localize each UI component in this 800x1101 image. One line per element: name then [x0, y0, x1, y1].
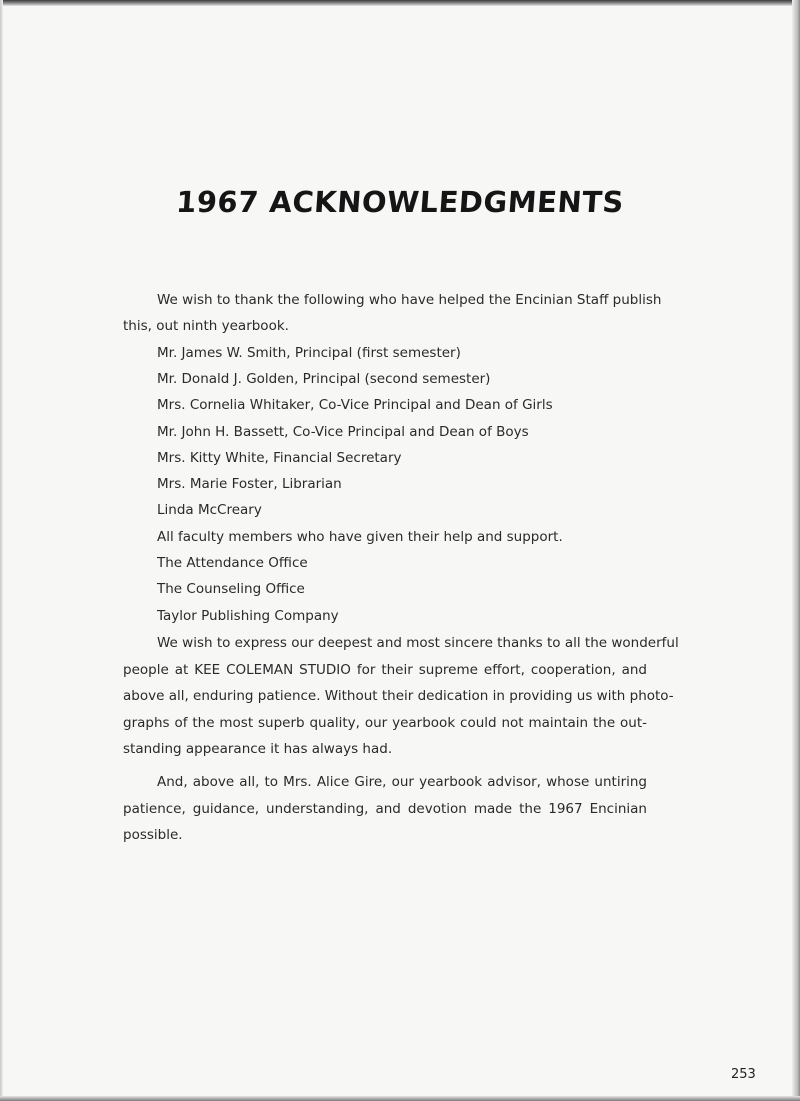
intro-line-1: We wish to thank the following who have helped the Encinian Staff publish	[157, 292, 662, 308]
acknowledged-item: Taylor Publishing Company	[157, 608, 339, 624]
acknowledged-item: Mr. Donald J. Golden, Principal (second semester)	[157, 371, 491, 387]
acknowledged-item: Mrs. Cornelia Whitaker, Co-Vice Principal and Dean of Girls	[157, 397, 553, 413]
page-title: 1967 ACKNOWLEDGMENTS	[174, 185, 626, 219]
acknowledged-item: Linda McCreary	[157, 502, 262, 518]
studio-paragraph-line: standing appearance it has always had.	[123, 741, 393, 757]
acknowledged-item: Mrs. Kitty White, Financial Secretary	[157, 450, 402, 466]
advisor-paragraph-line: patience, guidance, understanding, and devotion made the 1967 Encinian	[123, 801, 647, 817]
page-number: 253	[731, 1067, 756, 1082]
studio-paragraph-line: graphs of the most superb quality, our yearbook could not maintain the out-	[123, 715, 647, 731]
page-right-edge	[792, 0, 800, 1101]
studio-paragraph-line: above all, enduring patience. Without their dedication in providing us with photo-	[123, 688, 674, 704]
acknowledged-item: The Counseling Office	[157, 581, 305, 597]
acknowledged-item: Mr. James W. Smith, Principal (first semester)	[157, 345, 461, 361]
acknowledged-item: Mr. John H. Bassett, Co-Vice Principal and Dean of Boys	[157, 424, 529, 440]
advisor-paragraph-line: And, above all, to Mrs. Alice Gire, our yearbook advisor, whose untiring	[157, 774, 647, 790]
page-left-edge	[0, 0, 3, 1101]
page-top-edge	[0, 0, 800, 6]
studio-paragraph-line: people at KEE COLEMAN STUDIO for their supreme effort, cooperation, and	[123, 662, 647, 678]
acknowledged-item: All faculty members who have given their help and support.	[157, 529, 563, 545]
page-bottom-edge	[0, 1096, 800, 1101]
advisor-paragraph-line: possible.	[123, 827, 183, 843]
acknowledged-item: Mrs. Marie Foster, Librarian	[157, 476, 342, 492]
studio-paragraph-line: We wish to express our deepest and most sincere thanks to all the wonderful	[157, 635, 679, 651]
acknowledged-item: The Attendance Office	[157, 555, 308, 571]
intro-line-2: this, out ninth yearbook.	[123, 318, 289, 334]
